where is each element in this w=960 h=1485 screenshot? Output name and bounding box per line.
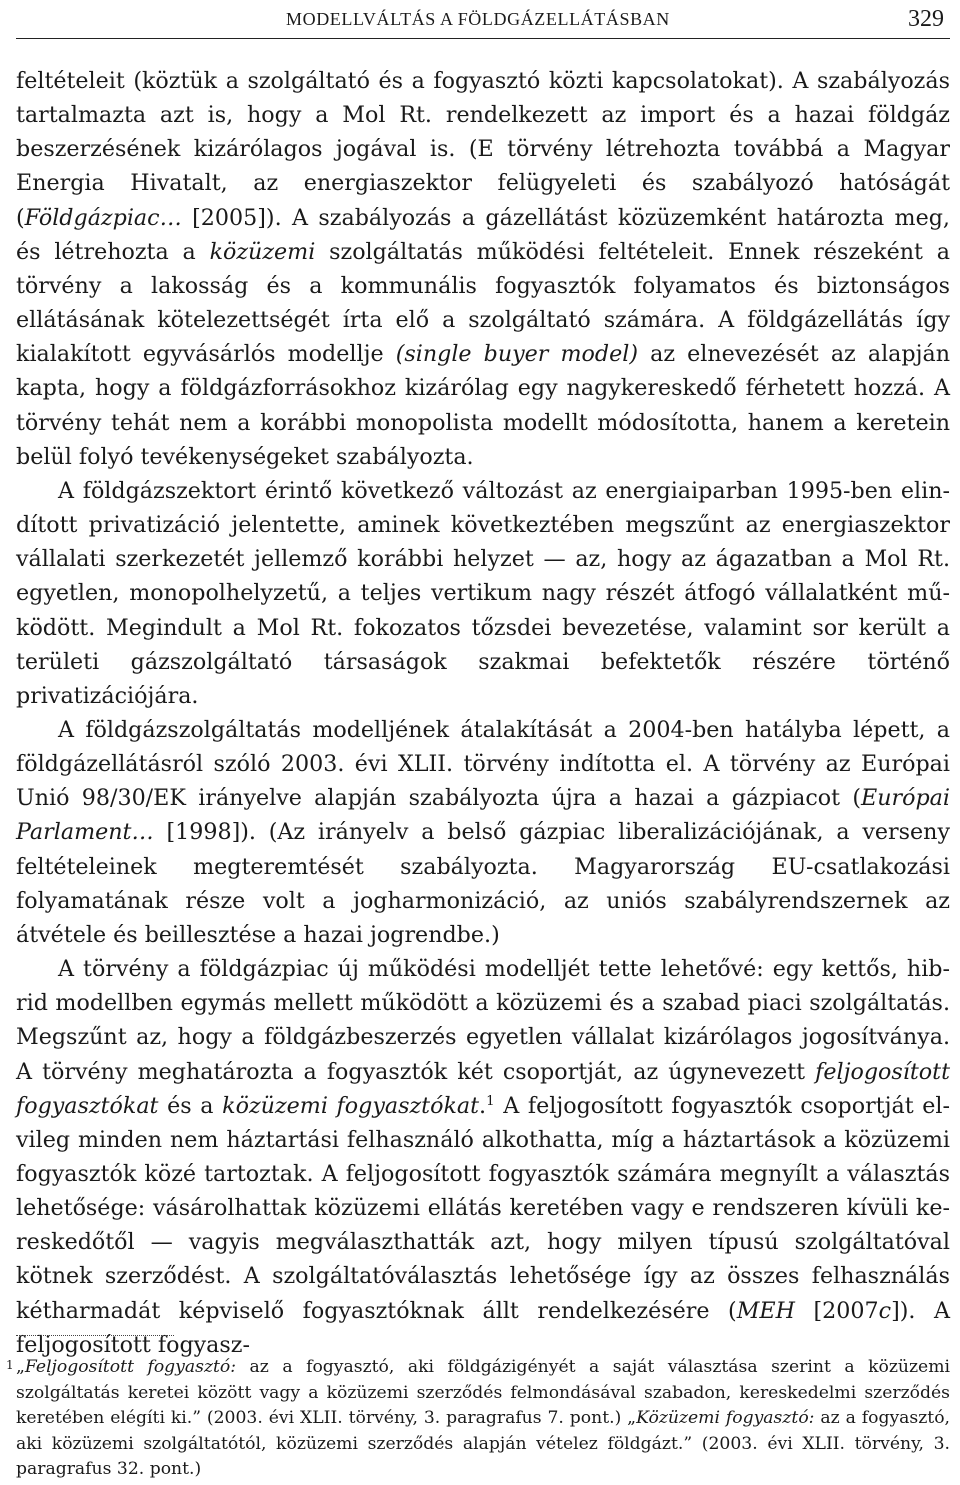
footnote-separator [16,1335,174,1336]
running-header [16,0,950,39]
main-text [16,64,950,1362]
page-number: 329 [908,5,944,32]
running-title: MODELLVÁLTÁS A FÖLDGÁZELLÁTÁSBAN [286,8,670,29]
footnote-reference[interactable]: 1 [486,1093,495,1109]
footnote-marker: 1 [6,1358,14,1372]
paragraph-2: A földgázszektort érintő következő változást az energiaiparban 1995-ben elindított privatizáció jelentette, aminek következtében megszűnt az energiaszektor vállalati szerkezetét jellemző korábbi helyzet — az, hogy az ágazatban a Mol Rt. egyetlen, monopolhelyzetű, a teljes vertikum nagy részét átfogó vállalatként működött. Megindult a Mol Rt. fokozatos tőzsdei bevezetése, valamint sor került a területi gázszolgáltató társaságok szakmai befektetők részére történő privatizációjára. [16,477,950,709]
footnote-1: 1 „Feljogosított fogyasztó: az a fogyasztó, aki földgázigényét a saját választása szerint a közüzemi szolgáltatás keretei között vagy a közüzemi szerződés felmondásával szabadon, kereskedelmi szerződés keretében elégíti ki.” (2003. évi XLII. törvény, 3. paragrafus 7. pont.) „Közüzemi fogyasztó: az a fogyasztó, aki közüzemi szolgáltatótól, közüzemi szerződés alapján vételez földgázt.” (2003. évi XLII. törvény, 3. paragrafus 32. pont.) [16,1355,950,1483]
paragraph-1: feltételeit (köztük a szolgáltató és a fogyasztó közti kapcsolatokat). A szabályozás tartalmazta azt is, hogy a Mol Rt. rendelkezett az import és a hazai földgáz beszerzésének kizárólagos jogával is. (E törvény létrehozta továbbá a Magyar Energia Hivatalt, az energiaszektor felügyeleti és szabályozó hatóságát (Földgázpiac… [2005]). A szabályozás a gázellátást közüzemként határozta meg, és létrehozta a közüzemi szolgáltatás működési feltételeit. Ennek részeként a törvény a lakosság és a kommunális fogyasztók folyamatos és biztonságos ellátásának kötelezettségét írta elő a szolgáltató számára. A földgázellátás így kialakított egyvásárlós modellje (single buyer model) az elnevezését az alapján kapta, hogy a földgázforrásokhoz kizárólag egy nagykereskedő férhetett hozzá. A törvény tehát nem a korábbi monopolista modellt módosította, hanem a keretein belül folyó tevékenységeket szabályozta. [16,68,951,470]
paragraph-3: A földgázszolgáltatás modelljének átalakítását a 2004-ben hatályba lépett, a földgázellátásról szóló 2003. évi XLII. törvény indította el. A törvény az Európai Unió 98/30/EK irányelve alapján szabályozta újra a hazai a gázpiacot (Európai Parlament… [1998]). (Az irányelv a belső gázpiac liberalizációjának, a verseny feltételeinek megteremtését szabályozta. Magyarország EU-csatlakozási folyamatának része volt a jogharmonizáció, az uniós szabályrendszernek az átvétele és beillesztése a hazai jogrendbe.) [16,716,950,948]
paragraph-4: A törvény a földgázpiac új működési modelljét tette lehetővé: egy kettős, hibrid modellben egymás mellett működött a közüzemi és a szabad piaci szolgáltatás. Megszűnt az, hogy a földgázbeszerzés egyetlen vállalat kizárólagos jogosítványa. A törvény meghatározta a fogyasztók két csoportját, az úgynevezett feljogosított fogyasztókat és a közüzemi fogyasztókat.$^1$ A feljogosított fogyasztók csoportját elvileg minden nem háztartási felhasználó alkothatta, míg a háztartások a közüzemi fogyasztók közé tartoztak. A feljogosított fogyasztók számára megnyílt a választás lehetősége: vásárolhattak közüzemi ellátás keretében vagy e rendszeren kívüli kereskedőtől — vagyis megválaszthatták azt, hogy milyen típusú szolgáltatóval kötnek szerződést. A szolgáltatóválasztás lehetősége így az összes felhasználás kétharmadát képviselő fogyasztóknak állt rendelkezésére (MEH [2007c]). A feljogosított fogyasz- [16,956,950,1358]
